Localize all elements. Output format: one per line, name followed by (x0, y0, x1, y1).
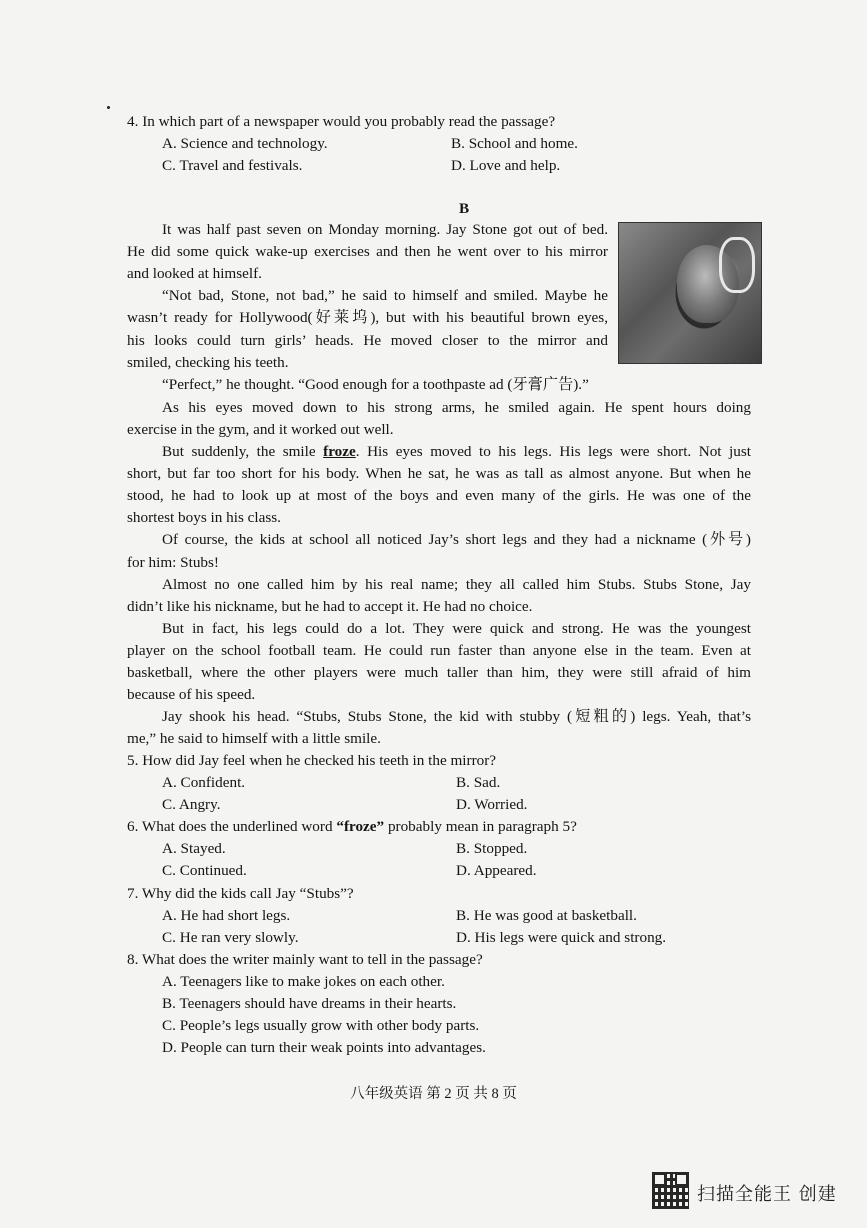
passage-line: his looks could turn girls’ heads. He moved closer to the mirror and (127, 332, 608, 349)
q5-option-a: A. Confident. (162, 774, 246, 791)
passage-line: stood, he had to look up at most of the boys and even many of the girls. He was one of the (127, 487, 751, 504)
q5-option-d: D. Worried. (456, 796, 528, 813)
q8-option-b: B. Teenagers should have dreams in their hearts. (162, 995, 457, 1012)
q8-option-d: D. People can turn their weak points into advantages. (162, 1039, 486, 1056)
passage-line: As his eyes moved down to his strong arms, he smiled again. He spent hours doing (162, 399, 751, 416)
passage-line: Of course, the kids at school all noticed Jay’s short legs and they had a nickname (外号) (162, 531, 751, 548)
q4-option-c: C. Travel and festivals. (162, 157, 303, 174)
q7-option-d: D. His legs were quick and strong. (456, 929, 667, 946)
q6-stem: 6. What does the underlined word “froze” probably mean in paragraph 5? (127, 818, 577, 835)
passage-line: Jay shook his head. “Stubs, Stubs Stone, the kid with stubby (短粗的) legs. Yeah, that’s (162, 708, 751, 725)
q4-stem: 4. In which part of a newspaper would you probably read the passage? (127, 113, 556, 130)
passage-line: smiled, checking his teeth. (127, 354, 289, 371)
passage-line-froze: But suddenly, the smile froze. His eyes moved to his legs. His legs were short. Not just (162, 443, 751, 460)
q5-option-c: C. Angry. (162, 796, 221, 813)
passage-line: “Perfect,” he thought. “Good enough for a toothpaste ad (牙膏广告).” (162, 376, 589, 393)
q8-stem: 8. What does the writer mainly want to tell in the passage? (127, 951, 483, 968)
q7-option-b: B. He was good at basketball. (456, 907, 637, 924)
passage-line: Almost no one called him by his real name; they all called him Stubs. Stubs Stone, Jay (162, 576, 751, 593)
passage-line: But in fact, his legs could do a lot. They were quick and strong. He was the youngest (162, 620, 751, 637)
passage-line: and looked at himself. (127, 265, 262, 282)
passage-line: for him: Stubs! (127, 554, 219, 571)
q6-option-b: B. Stopped. (456, 840, 528, 857)
q7-option-c: C. He ran very slowly. (162, 929, 299, 946)
passage-line: didn’t like his nickname, but he had to accept it. He had no choice. (127, 598, 533, 615)
passage-line: because of his speed. (127, 686, 256, 703)
q4-option-d: D. Love and help. (451, 157, 561, 174)
passage-line: basketball, where the other players were much taller than him, they were still afraid of him (127, 664, 751, 681)
scan-speck (107, 106, 110, 109)
passage-line: me,” he said to himself with a little smile. (127, 730, 381, 747)
q6-option-a: A. Stayed. (162, 840, 226, 857)
underlined-word-froze: froze (323, 443, 356, 460)
passage-line: He did some quick wake-up exercises and then he went over to his mirror (127, 243, 608, 260)
q4-option-a: A. Science and technology. (162, 135, 328, 152)
q5-option-b: B. Sad. (456, 774, 501, 791)
passage-line: “Not bad, Stone, not bad,” he said to himself and smiled. Maybe he (162, 287, 608, 304)
mirror-shape (719, 237, 755, 293)
q4-option-b: B. School and home. (451, 135, 578, 152)
q8-option-a: A. Teenagers like to make jokes on each other. (162, 973, 445, 990)
scanner-watermark: 扫描全能王 创建 (697, 1184, 837, 1205)
q7-option-a: A. He had short legs. (162, 907, 291, 924)
passage-line: short, but far too short for his body. When he sat, he was as tall as almost anyone. But when he (127, 465, 751, 482)
passage-line: player on the school football team. He could run faster than anyone else in the team. Even at (127, 642, 751, 659)
passage-line: wasn’t ready for Hollywood(好莱坞), but with his beautiful brown eyes, (127, 309, 608, 326)
passage-line: exercise in the gym, and it worked out well. (127, 421, 394, 438)
qr-code-icon (652, 1172, 689, 1209)
passage-line: shortest boys in his class. (127, 509, 281, 526)
boy-at-mirror-photo (618, 222, 762, 364)
q8-option-c: C. People’s legs usually grow with other body parts. (162, 1017, 480, 1034)
q7-stem: 7. Why did the kids call Jay “Stubs”? (127, 885, 354, 902)
q6-option-d: D. Appeared. (456, 862, 537, 879)
passage-line: It was half past seven on Monday morning. Jay Stone got out of bed. (162, 221, 608, 238)
page-footer: 八年级英语 第 2 页 共 8 页 (350, 1086, 517, 1102)
q6-option-c: C. Continued. (162, 862, 247, 879)
q5-stem: 5. How did Jay feel when he checked his teeth in the mirror? (127, 752, 497, 769)
passage-label: B (459, 200, 470, 217)
